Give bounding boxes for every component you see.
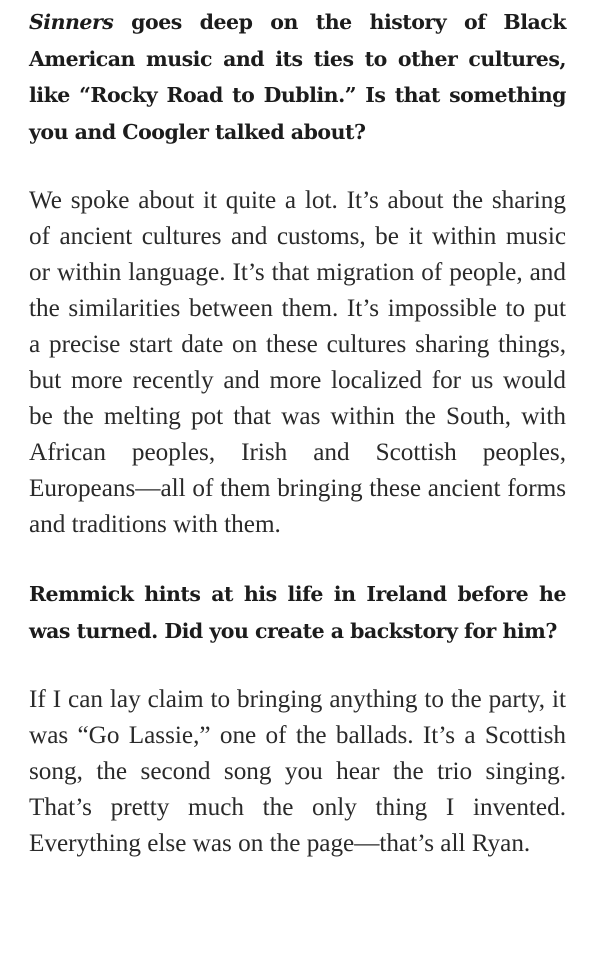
interview-answer-1: We spoke about it quite a lot. It’s about the sharing of ancient cultures and customs, be it within music or within language. It’s that migration of people, and the similarities between them. It’s impossible to put a precise start date on these cultures sharing things, but more recently and more localized for us would be the melting pot that was within the South, with African peoples, Irish and Scottish peoples, Europeans—all of them bringing these ancient forms and traditions with them.: [29, 187, 566, 538]
question-1-text: goes deep on the history of Black American music and its ties to other cultures, like “Rocky Road to Dublin.” Is that something you and Coogler talked about?: [29, 10, 566, 144]
article-body: [29, 4, 566, 862]
interview-answer-2: If I can lay claim to bringing anything to the party, it was “Go Lassie,” one of the ballads. It’s a Scottish song, the second song you hear the trio singing. That’s pretty much the only thing I invented. Everything else was on the page—that’s all Ryan.: [29, 686, 566, 857]
interview-question-2: Remmick hints at his life in Ireland before he was turned. Did you create a backstory for him?: [29, 582, 566, 643]
interview-question-1: [29, 4, 566, 150]
film-title: Sinners: [29, 10, 114, 34]
